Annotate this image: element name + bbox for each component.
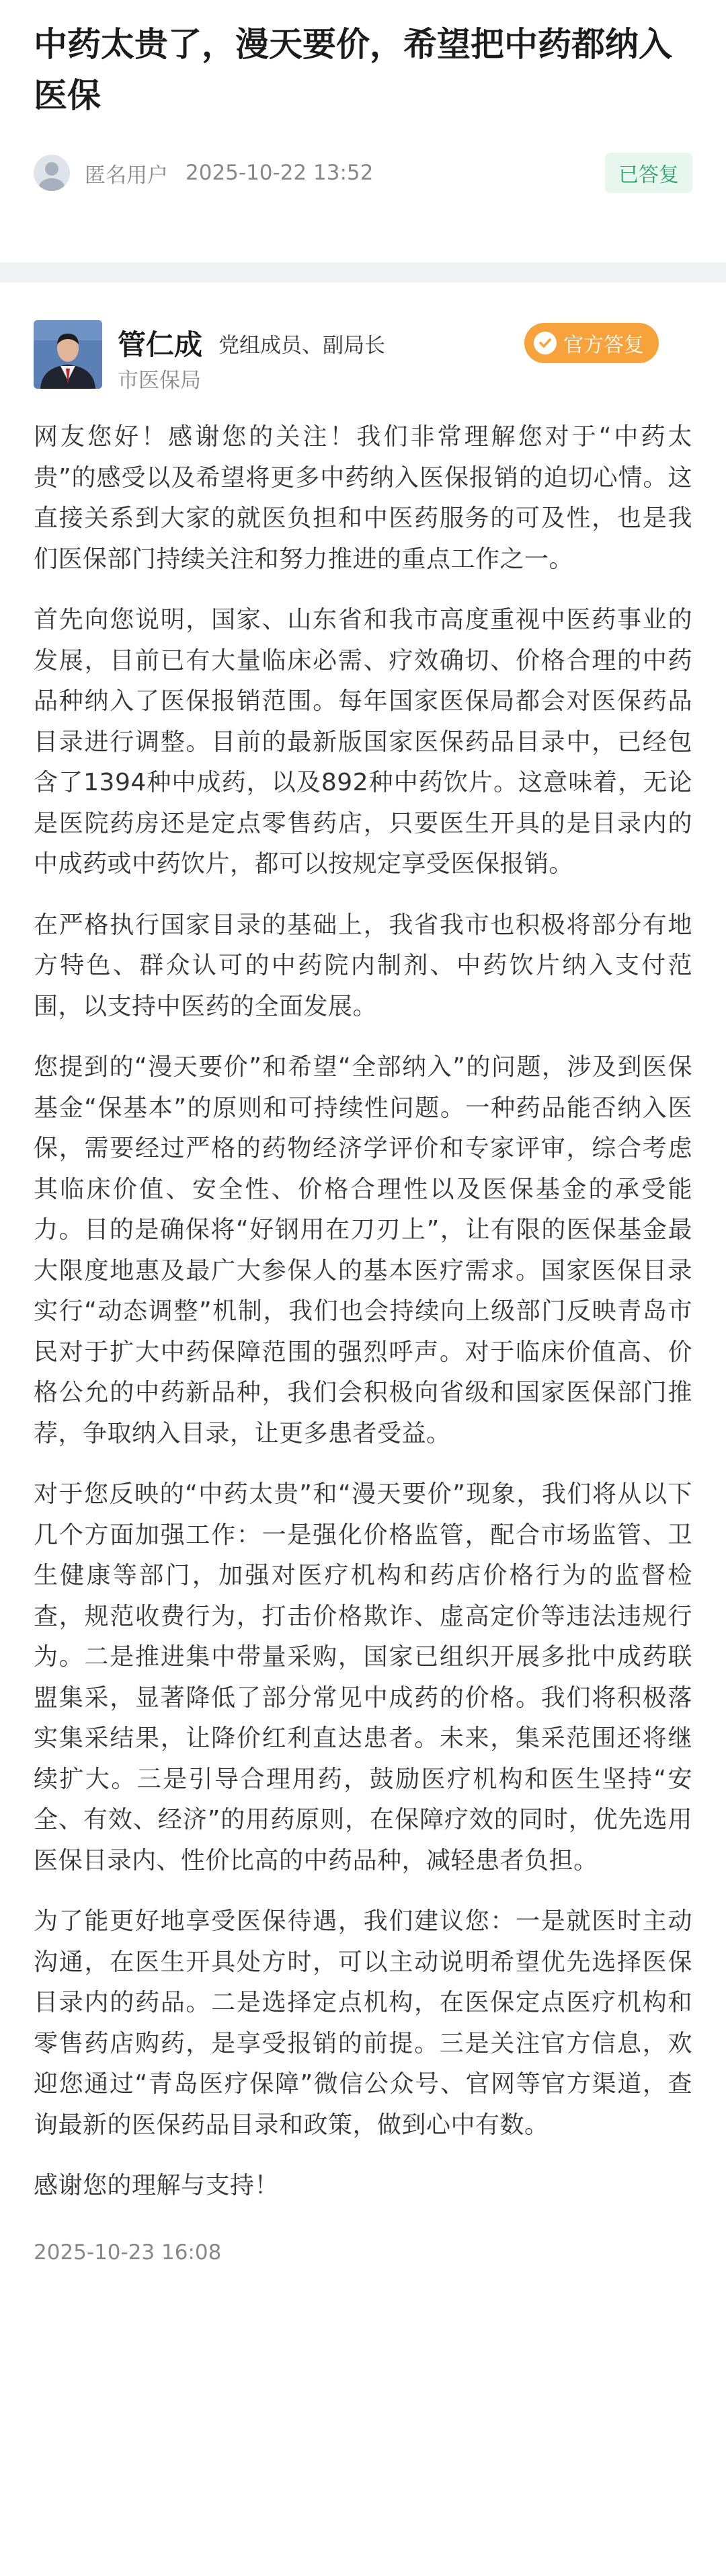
answer-body	[34, 382, 692, 2265]
answer-paragraph: 对于您反映的“中药太贵”和“漫天要价”现象，我们将从以下几个方面加强工作：一是强化价格监管，配合市场监管、卫生健康等部门，加强对医疗机构和药店价格行为的监督检查，规范收费行为，打击价格欺诈、虚高定价等违法违规行为。二是推进集中带量采购，国家已组织开展多批中成药联盟集采，显著降低了部分常见中成药的价格。我们将积极落实集采结果，让降价红利直达患者。未来，集采范围还将继续扩大。三是引导合理用药，鼓励医疗机构和医生坚持“安全、有效、经济”的用药原则，在保障疗效的同时，优先选用医保目录内、性价比高的中药品种，减轻患者负担。	[34, 1480, 692, 1874]
official-reply-badge-label: 官方答复	[563, 334, 644, 357]
check-icon	[534, 332, 557, 354]
answer-header	[34, 282, 692, 393]
official-avatar[interactable]	[34, 320, 102, 389]
official-name: 管仁成	[118, 328, 203, 361]
official-reply-badge	[524, 323, 659, 363]
question-user: 匿名用户	[85, 163, 168, 188]
status-badge: 已答复	[605, 153, 692, 193]
answer-paragraph: 在严格执行国家目录的基础上，我省我市也积极将部分有地方特色、群众认可的中药院内制剂、中药饮片纳入支付范围，以支持中医药的全面发展。	[34, 911, 692, 1020]
answer-date: 2025-10-23 16:08	[34, 2240, 222, 2265]
question-section	[0, 0, 726, 262]
official-role: 党组成员、副局长	[218, 334, 385, 358]
answer-section	[0, 282, 726, 2265]
answer-paragraph: 网友您好！感谢您的关注！我们非常理解您对于“中药太贵”的感受以及希望将更多中药纳入医保报销的迫切心情。这直接关系到大家的就医负担和中医药服务的可及性，也是我们医保部门持续关注和努力推进的重点工作之一。	[34, 423, 692, 573]
official-org: 市医保局	[118, 369, 201, 393]
question-date: 2025-10-22 13:52	[186, 161, 374, 185]
answer-paragraph: 您提到的“漫天要价”和希望“全部纳入”的问题，涉及到医保基金“保基本”的原则和可持续性问题。一种药品能否纳入医保，需要经过严格的药物经济学评价和专家评审，综合考虑其临床价值、安全性、价格合理性以及医保基金的承受能力。目的是确保将“好钢用在刀刃上”，让有限的医保基金最大限度地惠及最广大参保人的基本医疗需求。国家医保目录实行“动态调整”机制，我们也会持续向上级部门反映青岛市民对于扩大中药保障范围的强烈呼声。对于临床价值高、价格公允的中药新品种，我们会积极向省级和国家医保部门推荐，争取纳入目录，让更多患者受益。	[34, 1053, 692, 1447]
answer-paragraph: 为了能更好地享受医保待遇，我们建议您：一是就医时主动沟通，在医生开具处方时，可以主动说明希望优先选择医保目录内的药品。二是选择定点机构，在医保定点医疗机构和零售药店购药，是享受报销的前提。三是关注官方信息，欢迎您通过“青岛医疗保障”微信公众号、官网等官方渠道，查询最新的医保药品目录和政策，做到心中有数。	[34, 1907, 692, 2139]
question-title: 中药太贵了，漫天要价，希望把中药都纳入医保	[34, 25, 672, 115]
anonymous-avatar-icon	[34, 155, 70, 191]
answer-paragraph: 感谢您的理解与支持！	[34, 2172, 280, 2199]
answer-paragraph: 首先向您说明，国家、山东省和我市高度重视中医药事业的发展，目前已有大量临床必需、疗效确切、价格合理的中药品种纳入了医保报销范围。每年国家医保局都会对医保药品目录进行调整。目前的最新版国家医保药品目录中，已经包含了1394种中成药，以及892种中药饮片。这意味着，无论是医院药房还是定点零售药店，只要医生开具的是目录内的中成药或中药饮片，都可以按规定享受医保报销。	[34, 606, 692, 878]
section-divider	[0, 262, 726, 282]
question-meta	[34, 149, 692, 196]
